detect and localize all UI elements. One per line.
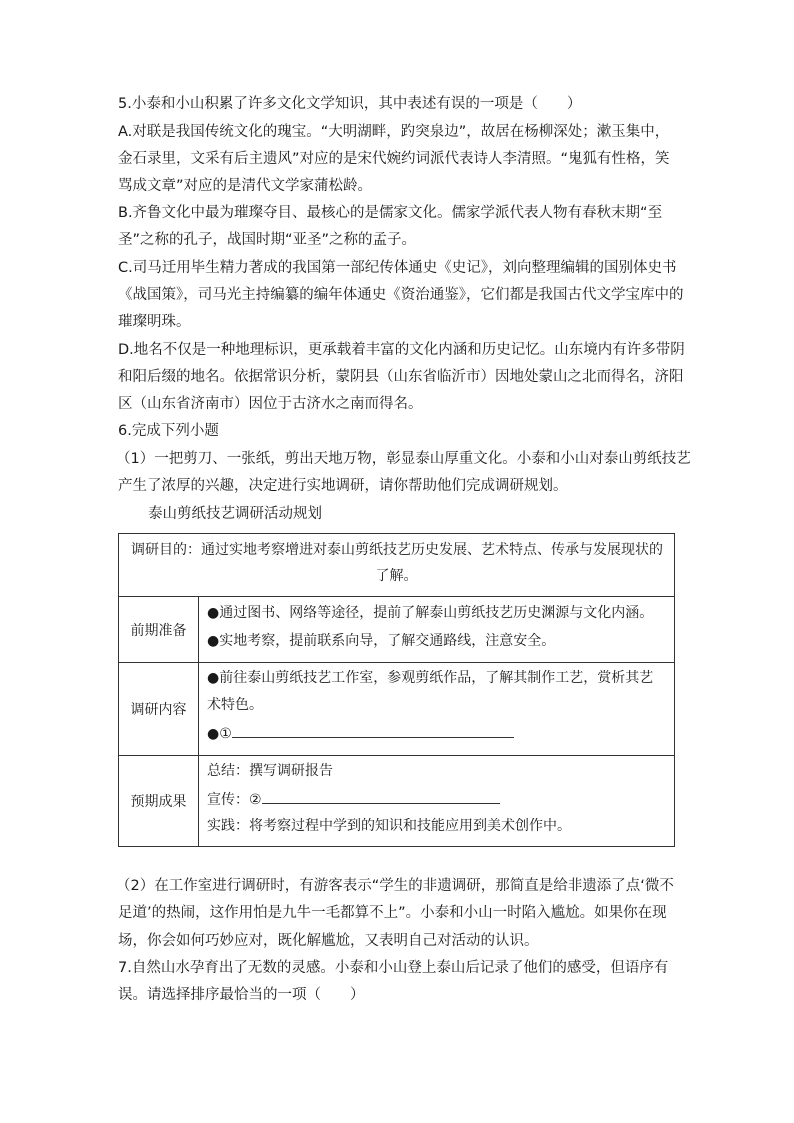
q5-option-b-line: 圣”之称的孔子，战国时期“亚圣”之称的孟子。 [118, 232, 417, 248]
q7-line: 误。请选择排序最恰当的一项（ ） [118, 987, 365, 1003]
q6-sub1-line: 产生了浓厚的兴趣，决定进行实地调研，请你帮助他们完成调研规划。 [118, 478, 568, 494]
result-item: 实践：将考察过程中学到的知识和技能应用到美术创作中。 [207, 818, 571, 834]
purpose-text-line: 调研目的：通过实地考察增进对泰山剪纸技艺历史发展、艺术特点、传承与发展现状的 [131, 542, 663, 558]
q6-sub1-line: （1）一把剪刀、一张纸，剪出天地万物，彰显泰山厚重文化。小泰和小山对泰山剪纸技艺 [116, 451, 691, 467]
result-item: 总结：撰写调研报告 [207, 763, 333, 779]
q7-line: 7.自然山水孕育出了无数的灵感。小泰和小山登上泰山后记录了他们的感受，但语序有 [118, 960, 669, 976]
q6-stem: 6.完成下列小题 [118, 423, 219, 439]
table-row-purpose [119, 534, 674, 597]
q5-stem: 5.小泰和小山积累了许多文化文学知识，其中表述有误的一项是（ ） [118, 96, 582, 112]
blank-label-1: ●① [207, 726, 232, 742]
purpose-text-line: 了解。 [375, 568, 418, 584]
q5-option-a-line: 金石录里，文采有后主遗风”对应的是宋代婉约词派代表诗人李清照。“鬼狐有性格，笑 [118, 151, 670, 167]
result-blank-item [207, 789, 500, 810]
content-label: 调研内容 [119, 663, 199, 755]
table-row-content [119, 663, 674, 756]
q5-option-d-line: 和阳后缀的地名。依据常识分析，蒙阴县（山东省临沂市）因地处蒙山之北而得名，济阳 [118, 369, 684, 385]
q5-option-d-line: D.地名不仅是一种地理标识，更承载着丰富的文化内涵和历史记忆。山东境内有许多带阴 [118, 342, 685, 358]
result-label: 预期成果 [119, 756, 199, 846]
table-title: 泰山剪纸技艺调研活动规划 [148, 506, 322, 522]
q5-option-a-line: 骂成文章”对应的是清代文学家蒲松龄。 [118, 178, 373, 194]
content-item: ●前往泰山剪纸技艺工作室，参观剪纸作品，了解其制作工艺，赏析其艺 [207, 670, 654, 686]
q6-sub2-line: 足道’的热闹，这作用怕是九牛一毛都算不上”。小泰和小山一时陷入尴尬。如果你在现 [118, 905, 667, 921]
answer-blank-2[interactable] [262, 789, 500, 804]
q5-option-b-line: B.齐鲁文化中最为璀璨夺目、最核心的是儒家文化。儒家学派代表人物有春秋末期“至 [118, 205, 663, 221]
q5-option-d-line: 区（山东省济南市）因位于古济水之南而得名。 [118, 396, 423, 412]
research-plan-table [118, 533, 675, 847]
blank-label-2: 宣传：② [207, 792, 262, 808]
table-row-result [119, 756, 674, 846]
prep-item: ●通过图书、网络等途径，提前了解泰山剪纸技艺历史渊源与文化内涵。 [207, 605, 654, 621]
prep-label: 前期准备 [119, 597, 199, 662]
q6-sub2-line: 场，你会如何巧妙应对，既化解尴尬，又表明自己对活动的认识。 [118, 933, 539, 949]
q5-option-a-line: A.对联是我国传统文化的瑰宝。“大明湖畔，趵突泉边”，故居在杨柳深处；漱玉集中， [118, 124, 670, 140]
content-item: 术特色。 [207, 697, 263, 713]
q5-option-c-line: C.司马迁用毕生精力著成的我国第一部纪传体通史《史记》，刘向整理编辑的国别体史书 [118, 260, 677, 276]
q5-option-c-line: 《战国策》，司马光主持编纂的编年体通史《资治通鉴》，它们都是我国古代文学宝库中的 [118, 287, 684, 303]
prep-item: ●实地考察，提前联系向导，了解交通路线，注意安全。 [207, 633, 556, 649]
content-blank-item [207, 723, 514, 744]
q6-sub2-line: （2）在工作室进行调研时，有游客表示“学生的非遗调研，那简直是给非遗添了点‘微不 [116, 878, 674, 894]
q5-option-c-line: 璀璨明珠。 [118, 314, 191, 330]
table-row-prep [119, 597, 674, 663]
answer-blank-1[interactable] [232, 723, 514, 738]
